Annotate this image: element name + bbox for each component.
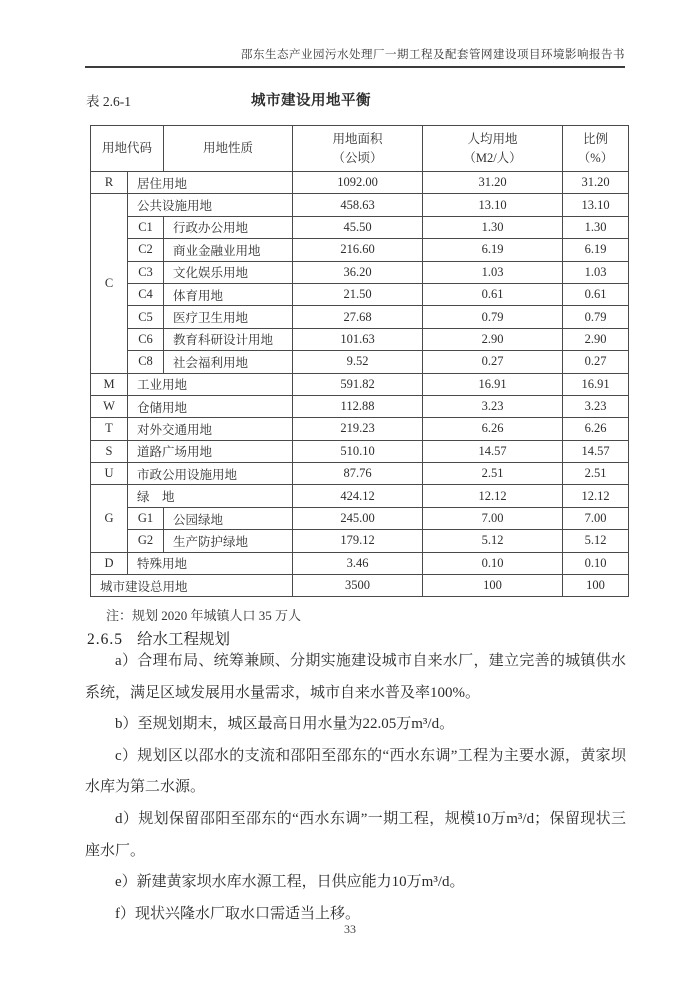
table-cell: 文化娱乐用地 [164,261,293,283]
header-area-line2: （公顷） [332,150,383,165]
table-header [91,126,629,172]
table-cell: 591.82 [293,373,423,395]
table-cell: 3.23 [423,395,563,417]
table-cell: 5.12 [563,530,629,552]
table-cell: C [91,194,128,373]
table-cell: U [91,463,128,485]
table-cell: C2 [128,239,164,261]
table-cell: 1.30 [423,216,563,238]
table-cell: G1 [128,507,164,529]
table-cell: 行政办公用地 [164,216,293,238]
table-row [91,463,629,485]
table-cell: 216.60 [293,239,423,261]
table-cell: 2.51 [563,463,629,485]
table-cell: 3.23 [563,395,629,417]
table-cell: T [91,418,128,440]
table-cell: 179.12 [293,530,423,552]
table-row [91,440,629,462]
table-cell: S [91,440,128,462]
table-cell: 424.12 [293,485,423,507]
table-row [91,306,629,328]
table-cell: C6 [128,328,164,350]
table-cell: 13.10 [423,194,563,216]
table-cell: 13.10 [563,194,629,216]
table-cell: 公共设施用地 [128,194,293,216]
table-row [91,485,629,507]
table-cell: 5.12 [423,530,563,552]
table-row [91,216,629,238]
page-number: 33 [344,922,356,936]
table-cell: 特殊用地 [128,552,293,574]
paragraph-b: b）至规划期末，城区最高日用水量为22.05万m³/d。 [115,716,455,733]
table-cell: 医疗卫生用地 [164,306,293,328]
header-cell-per-capita [423,126,563,172]
table-cell: C1 [128,216,164,238]
table-cell: 21.50 [293,283,423,305]
table-cell: C8 [128,351,164,373]
land-use-balance-table [90,125,629,597]
table-cell: 100 [563,575,629,597]
table-cell: 1.30 [563,216,629,238]
table-cell: 教育科研设计用地 [164,328,293,350]
paragraph-e: e）新建黄家坝水库水源工程，日供应能力10万m³/d。 [115,874,465,891]
table-cell: 219.23 [293,418,423,440]
table-cell: 14.57 [423,440,563,462]
table-cell: 36.20 [293,261,423,283]
table-cell: 商业金融业用地 [164,239,293,261]
paragraph-f: f）现状兴隆水厂取水口需适当上移。 [115,905,360,922]
header-area-line1: 用地面积 [332,131,383,146]
table-cell: 道路广场用地 [128,440,293,462]
table-cell: 0.79 [423,306,563,328]
table-cell: 3.46 [293,552,423,574]
table-cell: 100 [423,575,563,597]
table-cell: C4 [128,283,164,305]
table-note: 注：规划 2020 年城镇人口 35 万人 [106,608,302,623]
table-cell: 6.26 [563,418,629,440]
table-cell: M [91,373,128,395]
table-cell: R [91,172,128,194]
table-title: 城市建设用地平衡 [251,93,371,109]
table-cell: 2.51 [423,463,563,485]
table-row [91,552,629,574]
table-row [91,261,629,283]
table-cell: 45.50 [293,216,423,238]
table-cell: C3 [128,261,164,283]
table-cell: D [91,552,128,574]
table-cell: 1.03 [563,261,629,283]
table-cell: 12.12 [563,485,629,507]
section-body [85,646,626,930]
table-row [91,530,629,552]
table-cell: 87.76 [293,463,423,485]
table-cell: 6.19 [423,239,563,261]
table-cell: 社会福利用地 [164,351,293,373]
table-cell: 0.27 [423,351,563,373]
table-cell: 2.90 [423,328,563,350]
table-row [91,351,629,373]
header-ratio-line2: （%） [577,150,614,165]
running-header: 邵东生态产业园污水处理厂一期工程及配套管网建设项目环境影响报告书 [241,49,625,61]
table-row [91,395,629,417]
header-ratio-line1: 比例 [583,131,609,146]
table-cell: G2 [128,530,164,552]
header-cell-code: 用地代码 [91,126,164,172]
header-divider [85,66,625,68]
table-cell: 9.52 [293,351,423,373]
table-cell: 12.12 [423,485,563,507]
table-cell: 居住用地 [128,172,293,194]
table-cell: 0.61 [563,283,629,305]
table-row [91,172,629,194]
table-cell: 0.27 [563,351,629,373]
table-cell: 1.03 [423,261,563,283]
table-row [91,418,629,440]
table-cell: 城市建设总用地 [91,575,293,597]
land-table-body [91,172,629,597]
paragraph-a: a）合理布局、统筹兼顾、分期实施建设城市自来水厂，建立完善的城镇供水系统，满足区域发展用水量需求，城市自来水普及率100%。 [85,653,626,701]
table-cell: 生产防护绿地 [164,530,293,552]
table-cell: 0.79 [563,306,629,328]
table-cell: 1092.00 [293,172,423,194]
table-cell: 27.68 [293,306,423,328]
table-row [91,283,629,305]
table-cell: 绿 地 [128,485,293,507]
table-cell: 245.00 [293,507,423,529]
table-cell: 101.63 [293,328,423,350]
table-cell: 3500 [293,575,423,597]
table-cell: C5 [128,306,164,328]
table-cell: 510.10 [293,440,423,462]
table-cell: 16.91 [563,373,629,395]
table-cell: 16.91 [423,373,563,395]
table-cell: 0.10 [423,552,563,574]
table-label: 表 2.6-1 [86,94,131,109]
table-cell: 0.10 [563,552,629,574]
section-number: 2.6.5 [87,631,123,648]
table-cell: 31.20 [563,172,629,194]
table-row [91,507,629,529]
table-cell: 458.63 [293,194,423,216]
table-cell: 112.88 [293,395,423,417]
section-title: 给水工程规划 [137,631,231,648]
header-percap-line2: （M2/人） [463,150,522,165]
table-header-row [91,126,629,172]
table-row [91,194,629,216]
table-cell: 仓储用地 [128,395,293,417]
table-row [91,575,629,597]
table-cell: 7.00 [423,507,563,529]
table-row [91,373,629,395]
table-cell: 6.19 [563,239,629,261]
table-cell: 公园绿地 [164,507,293,529]
table-cell: 对外交通用地 [128,418,293,440]
table-cell: 2.90 [563,328,629,350]
table-cell: 体育用地 [164,283,293,305]
header-cell-nature: 用地性质 [164,126,293,172]
table-cell: 市政公用设施用地 [128,463,293,485]
header-percap-line1: 人均用地 [467,131,518,146]
table-cell: 0.61 [423,283,563,305]
paragraph-c: c）规划区以邵水的支流和邵阳至邵东的“西水东调”工程为主要水源，黄家坝水库为第二水源。 [85,747,626,796]
header-cell-ratio [563,126,629,172]
table-cell: 6.26 [423,418,563,440]
table-row [91,328,629,350]
header-cell-area [293,126,423,172]
paragraph-d: d）规划保留邵阳至邵东的“西水东调”一期工程，规模10万m³/d；保留现状三座水厂。 [85,810,626,859]
table-row [91,239,629,261]
table-cell: 31.20 [423,172,563,194]
table-cell: G [91,485,128,552]
table-caption [85,90,625,110]
table-cell: W [91,395,128,417]
table-cell: 14.57 [563,440,629,462]
table-cell: 工业用地 [128,373,293,395]
table-cell: 7.00 [563,507,629,529]
